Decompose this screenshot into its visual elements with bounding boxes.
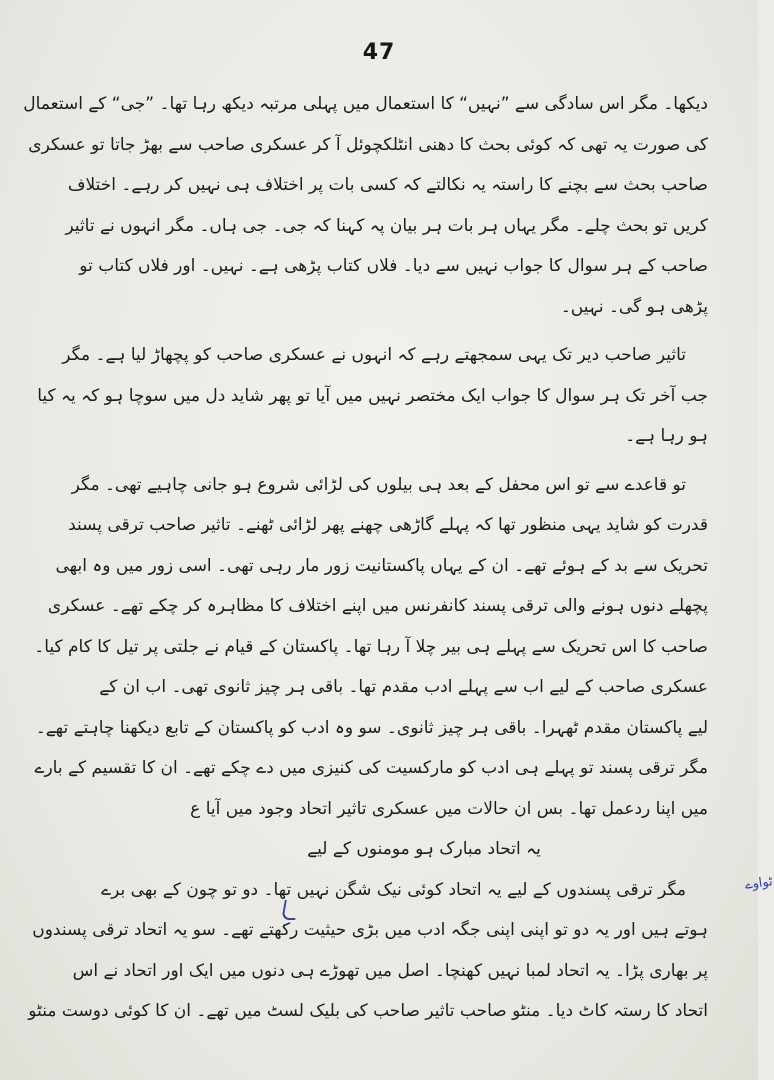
page-number: 47 — [362, 40, 396, 65]
body-text — [23, 84, 708, 1032]
text-line: تحریک سے بد کے ہوئے تھے۔ ان کے یہاں پاکستانیت زور مار رہی تھی۔ اسی زور میں وہ ابھی — [55, 555, 708, 576]
text-line: پچھلے دنوں ہونے والی ترقی پسند کانفرنس میں اپنے اختلاف کا مظاہرہ کر چکے تھے۔ عسکری — [47, 596, 708, 616]
handwritten-margin-note: ٹواوے — [744, 874, 774, 893]
paragraph-gap — [60, 457, 708, 465]
text-line: صاحب کا اس تحریک سے پہلے ہی بیر چلا آ رہا تھا۔ پاکستان کے قیام نے جلتی پر تیل کا کام کیا۔ — [34, 636, 708, 657]
text-line: پر بھاری پڑا۔ یہ اتحاد لمبا نہیں کھنچا۔ اصل میں تھوڑے ہی دنوں میں ایک اور اتحاد نے اس — [72, 960, 708, 981]
text-line: اتحاد کا رستہ کاٹ دیا۔ منٹو صاحب تاثیر صاحب کی بلیک لسٹ میں تھے۔ ان کا کوئی دوست منٹو — [28, 1001, 708, 1021]
text-line: دیکھا۔ مگر اس سادگی سے ”نہیں“ کا استعمال میں پہلی مرتبہ دیکھ رہا تھا۔ ”جی“ کے استعمال — [23, 94, 708, 114]
text-line: تاثیر صاحب دیر تک یہی سمجھتے رہے کہ انہوں نے عسکری صاحب کو پچھاڑ لیا ہے۔ مگر — [62, 345, 686, 365]
text-line: تو قاعدے سے تو اس محفل کے بعد ہی بیلوں کی لڑائی شروع ہو جانی چاہیے تھی۔ مگر — [71, 474, 686, 495]
text-line: کی صورت یہ تھی کہ کوئی بحث کا دھنی انٹلکچوئل آ کر عسکری صاحب سے بھڑ جاتا تو عسکری — [28, 134, 708, 155]
text-line: مگر ترقی پسند تو پہلے ہی ادب کو مارکسیت کی کنیزی میں دے چکے تھے۔ ان کا تقسیم کے بارے — [34, 758, 708, 778]
text-line: صاحب کے ہر سوال کا جواب نہیں سے دیا۔ فلاں کتاب پڑھی ہے۔ نہیں۔ اور فلاں کتاب تو — [79, 256, 708, 276]
text-line: میں اپنا ردعمل تھا۔ بس ان حالات میں عسکری تاثیر اتحاد وجود میں آیا ع — [190, 798, 708, 819]
text-line: ہوتے ہیں اور یہ دو تو اپنی اپنی جگہ ادب میں بڑی حیثیت رکھتے تھے۔ سو یہ اتحاد ترقی پسندوں — [32, 920, 708, 940]
text-line: صاحب بحث سے بچنے کا راستہ یہ نکالتے کہ کسی بات پر اختلاف ہی نہیں کر رہے۔ اختلاف — [67, 175, 708, 195]
paragraph-gap — [60, 327, 708, 335]
text-line: پڑھی ہو گی۔ نہیں۔ — [560, 296, 708, 317]
text-line: لیے پاکستان مقدم ٹھہرا۔ باقی ہر چیز ثانوی۔ سو وہ ادب کو پاکستان کے تابع دیکھنا چاہتے تھے۔ — [35, 717, 708, 738]
text-line: کریں تو بحث چلے۔ مگر یہاں ہر بات ہر بیان پہ کہنا کہ جی۔ جی ہاں۔ مگر انہوں نے تاثیر — [65, 215, 708, 236]
text-line: مگر ترقی پسندوں کے لیے یہ اتحاد کوئی نیک شگن نہیں تھا۔ دو تو چون کے بھی برے — [101, 879, 686, 900]
text-line: قدرت کو شاید یہی منظور تھا کہ پہلے گاڑھی چھنے پھر لڑائی ٹھنے۔ تاثیر صاحب ترقی پسند — [68, 515, 708, 535]
verse-line: یہ اتحاد مبارک ہو مومنوں کے لیے — [307, 839, 541, 859]
text-line: عسکری صاحب کے لیے اب سے پہلے ادب مقدم تھا۔ باقی ہر چیز ثانوی تھی۔ اب ان کے — [99, 677, 708, 697]
text-line: ہو رہا ہے۔ — [625, 426, 708, 446]
text-line: جب آخر تک ہر سوال کا جواب ایک مختصر نہیں میں آیا تو پھر شاید دل میں سوچا ہو کہ یہ کیا — [37, 385, 708, 406]
